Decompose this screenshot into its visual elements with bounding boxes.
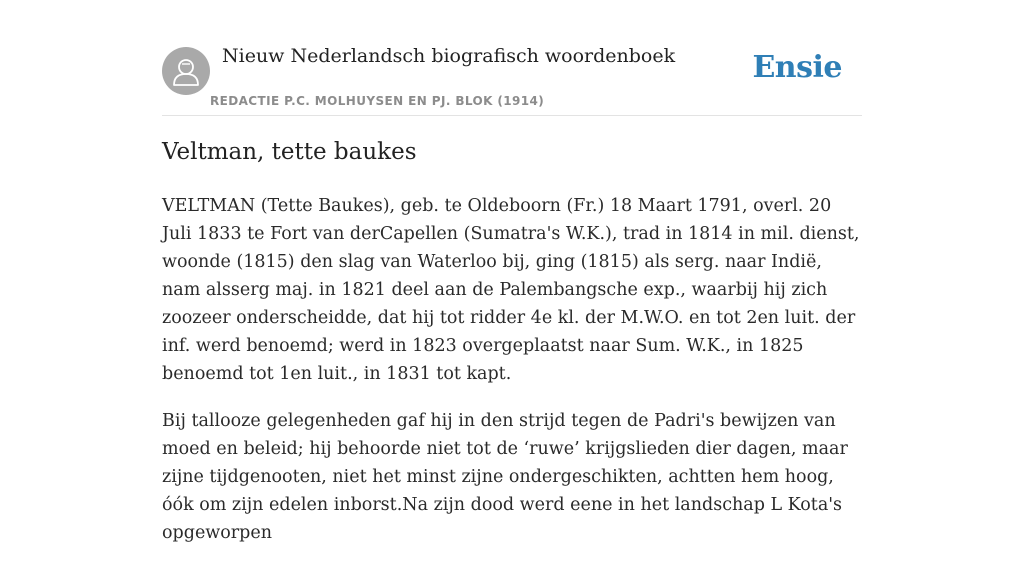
entry-paragraph: Bij tallooze gelegenheden gaf hij in den strijd tegen de Padri's bewijzen van moed en beleid; hij behoorde niet tot de ‘ruwe’ krijgslieden dier dagen, maar zijne tijdgenooten, niet het minst zijne ondergeschikten, achtten hem hoog, óók om zijn edelen inborst.Na zijn dood werd eene in het landschap L Kota's opgeworpen: [162, 411, 848, 543]
entry-title: Veltman, tette baukes: [162, 139, 417, 165]
user-icon: [162, 47, 210, 95]
entry-paragraph: VELTMAN (Tette Baukes), geb. te Oldeboorn (Fr.) 18 Maart 1791, overl. 20 Juli 1833 te Fort van derCapellen (Sumatra's W.K.), trad in 1814 in mil. dienst, woonde (1815) den slag van Waterloo bij, ging (1815) als serg. naar Indië, nam alsserg maj. in 1821 deel aan de Palembangsche exp., waarbij hij zich zoozeer onderscheidde, dat hij tot ridder 4e kl. der M.W.O. en tot 2en luit. der inf. werd benoemd; werd in 1823 overgeplaatst naar Sum. W.K., in 1825 benoemd tot 1en luit., in 1831 tot kapt.: [162, 196, 860, 384]
ensie-logo[interactable]: Ensie: [752, 50, 842, 85]
book-header: [162, 0, 862, 116]
book-title-link[interactable]: Nieuw Nederlandsch biografisch woordenboek: [222, 45, 676, 67]
book-editors: REDACTIE P.C. MOLHUYSEN EN PJ. BLOK (1914): [210, 94, 545, 108]
entry-content: [162, 192, 864, 566]
avatar[interactable]: [162, 47, 210, 95]
